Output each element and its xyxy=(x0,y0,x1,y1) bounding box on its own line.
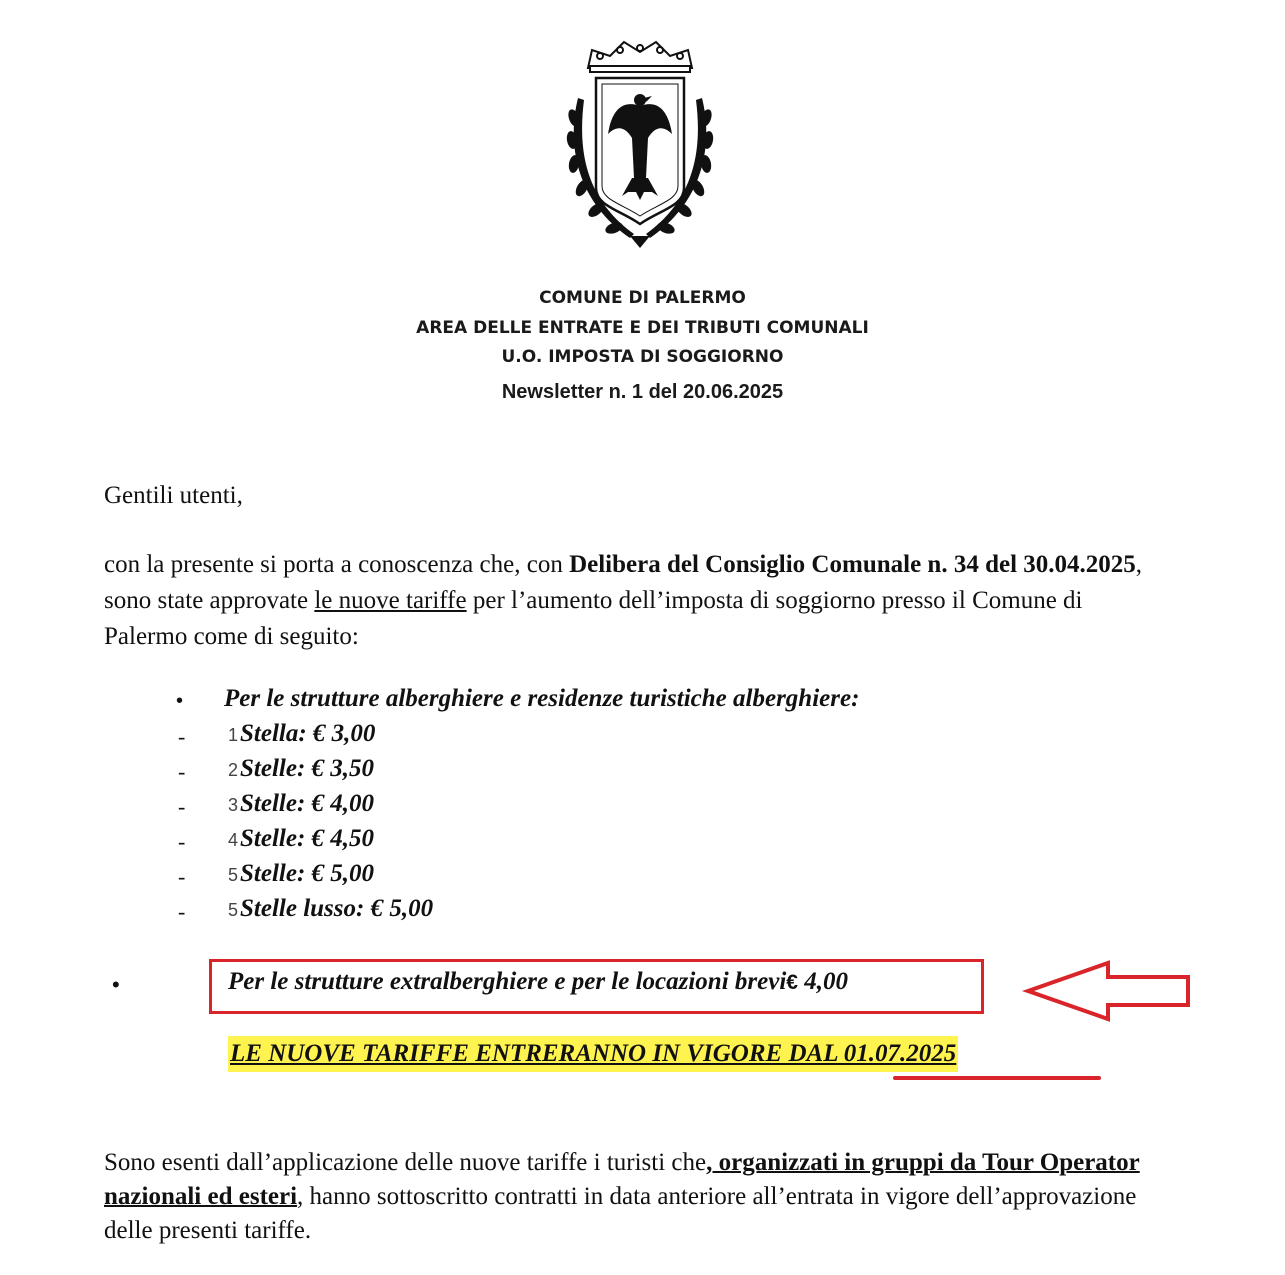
rate-star-count: 1 xyxy=(228,725,239,745)
dash-icon: - xyxy=(178,759,186,784)
rate-label: Stelle: € 3,50 xyxy=(240,755,375,782)
rate-star-count: 5 xyxy=(228,900,239,920)
intro-text-3: per l’aumento dell’imposta di soggiorno presso il Comune di Palermo come di seguito: xyxy=(104,587,1083,650)
exemption-text-2: , hanno sottoscritto contratti in data anteriore all’entrata in vigore dell’approvazione delle presenti tariffe. xyxy=(104,1183,1137,1244)
euro-symbol: € xyxy=(786,971,798,994)
rate-label: Stelle: € 4,00 xyxy=(240,790,375,817)
rate-item xyxy=(228,755,374,783)
intro-text-2: , sono state approvate xyxy=(104,551,1143,614)
extra-hotel-amount: 4,00 xyxy=(797,968,848,995)
dash-icon: - xyxy=(178,794,186,819)
greeting: Gentili utenti, xyxy=(104,482,243,509)
rate-item xyxy=(228,825,374,853)
rate-label: Stella: € 3,00 xyxy=(240,720,376,747)
dash-icon: - xyxy=(178,724,186,749)
bullet-icon: • xyxy=(112,972,120,997)
effective-date-notice: LE NUOVE TARIFFE ENTRERANNO IN VIGORE DAL 01.07.2025 xyxy=(228,1036,958,1072)
bullet-icon: • xyxy=(176,690,184,712)
rate-label: Stelle: € 4,50 xyxy=(240,825,375,852)
intro-paragraph xyxy=(104,547,1164,655)
rate-star-count: 4 xyxy=(228,830,239,850)
new-tariffs-underlined: le nuove tariffe xyxy=(314,587,467,614)
exemption-text-1: Sono esenti dall’applicazione delle nuove tariffe i turisti che xyxy=(104,1149,707,1176)
rate-item xyxy=(228,790,374,818)
dash-icon: - xyxy=(178,864,186,889)
arrow-left-icon xyxy=(1020,960,1195,1022)
dash-icon: - xyxy=(178,829,186,854)
header-unit: U.O. IMPOSTA DI SOGGIORNO xyxy=(501,347,784,367)
header-area: AREA DELLE ENTRATE E DEI TRIBUTI COMUNALI xyxy=(416,318,869,338)
header-comune: COMUNE DI PALERMO xyxy=(539,288,746,308)
extra-hotel-label: Per le strutture extralberghiere e per le locazioni brevi xyxy=(228,968,787,995)
section-hotel-heading: Per le strutture alberghiere e residenze turistiche alberghiere: xyxy=(224,685,860,712)
intro-text-1: con la presente si porta a conoscenza che, con xyxy=(104,551,570,578)
rate-item xyxy=(228,860,374,888)
rate-item xyxy=(228,895,433,923)
rate-star-count: 5 xyxy=(228,865,239,885)
rate-star-count: 3 xyxy=(228,795,239,815)
comune-crest-emblem xyxy=(560,38,720,253)
rate-item xyxy=(228,720,375,748)
rate-label: Stelle lusso: € 5,00 xyxy=(240,895,434,922)
crown-icon xyxy=(588,42,692,72)
exemption-paragraph xyxy=(104,1146,1184,1248)
delibera-reference: Delibera del Consiglio Comunale n. 34 del 30.04.2025 xyxy=(569,551,1136,578)
rate-star-count: 2 xyxy=(228,760,239,780)
newsletter-title: Newsletter n. 1 del 20.06.2025 xyxy=(501,381,784,403)
dash-icon: - xyxy=(178,899,186,924)
red-underline-annotation xyxy=(893,1076,1101,1080)
rate-label: Stelle: € 5,00 xyxy=(240,860,375,887)
tour-operator-clause: , organizzati in gruppi da Tour Operator nazionali ed esteri xyxy=(104,1149,1140,1210)
section-extra-hotel xyxy=(228,968,848,996)
